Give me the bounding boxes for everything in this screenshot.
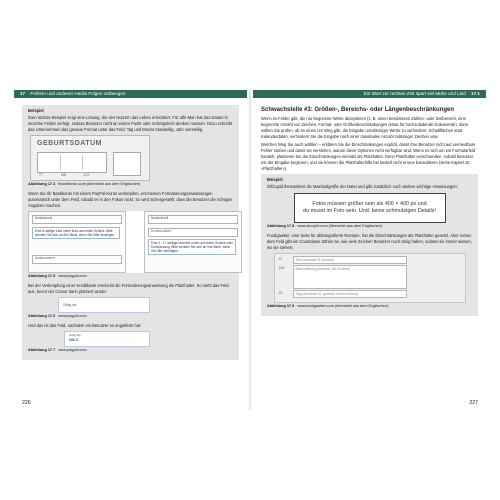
left-chapter-title: Fehlern und anderen Hacks Folgen vorbeugen	[30, 91, 126, 96]
expiry-label: Gültig bis	[69, 333, 81, 337]
right-paragraph-1: Wenn es Felder gibt, die nur begrenzte Werte akzeptieren (z. B. einen bestimmten Zahlen- oder Zeitbereich, eine begrenzte Anzahl von Zeichen, Format- oder Größenbeschränkungen (etwa für hochzuladende Dokumente), dann sollten Sie prüfen, ob es einen UX-Weg gibt, die Eingabe unzulässiger Werte zu verhindern: Schaltflächen statt Kalenderdaten, verhindern Sie die Eingabe nach einer maximalen Anzahl zulässiger Zeichen usw.	[261, 116, 469, 139]
caption-17-6: Abbildung 17.6 www.paypal.com	[28, 314, 87, 318]
account-number-field: Kontonummer	[32, 255, 122, 264]
bank-code-field-focused: Bankleitzahl	[32, 215, 122, 224]
photo-requirement-line-2: du musst im Foto sein. Und: keine schmutzigen Details!	[303, 208, 436, 214]
figure-17-9	[274, 253, 466, 303]
photo-requirement-line-1: Fotos müssen größer sein als 400 × 400 px und	[312, 201, 427, 207]
left-paragraph-2: Bei der Verknüpfung einer Kreditkarte erscheint die Formatierungsanweisung als Platzhalter. So steht das Feld aus, bevor der Cursor darin platziert wurde:	[28, 283, 229, 294]
left-paragraph-1: Wenn Sie Ihr Bankkonto mit einem PayPal-Konto verknüpfen, erscheinen Formatierungsanweisungen automatisch unter dem Feld, sobald es in den Fokus rückt. So wird sichergestellt, dass die Benutzer die richtigen Angaben machen.	[28, 191, 233, 208]
left-example-text: Das nächste Beispiel zeigt eine Lösung, die den Nutzern das Leben erleichtert. Für Idfe-Man hat das Datum in einzelne Felder zerlegt, sodass Benutzer nicht an einem Punkt oder Schrägstrich denken müssen. Dazu schreibt das Unternehmen das genaue Format unter das Feld: Tag und Monat zweistellig, Jahr vierstellig.	[28, 115, 233, 132]
birthdate-title: GEBURTSDATUM	[37, 140, 102, 147]
figure-17-5	[28, 211, 241, 273]
expiry-format: MM/JJ	[69, 338, 79, 342]
figure-17-6	[58, 297, 150, 313]
birthdate-year-hint: JJJJ	[83, 173, 90, 177]
account-number-field-focused: Kontonummer	[148, 228, 238, 237]
right-page	[253, 90, 486, 408]
bank-code-hint: Eine 5-stellige Zahl unten links auf einem Scheck. Bitte wenden Sie sich an Ihre Bank, wenn Sie Hilfe benötigen.	[32, 227, 120, 239]
left-chapter-number: 17	[20, 91, 26, 96]
figure-17-8	[294, 193, 446, 223]
title-field: Titel (maximal 35 Zeichen)	[293, 256, 407, 264]
bank-code-field: Bankleitzahl	[148, 215, 238, 224]
left-example-box	[22, 105, 239, 360]
left-running-header	[14, 90, 247, 98]
caption-17-7: Abbildung 17.7 www.paypal.com	[28, 348, 87, 352]
figure-17-4	[30, 135, 150, 181]
birthdate-input-group	[37, 152, 107, 173]
description-field: Beschreibung (maximal 160 Zeichen)	[293, 265, 407, 289]
tags-field: Tags (maximal 20, getrennt durch Komma)	[293, 290, 407, 298]
birthdate-day-hint: TT	[39, 173, 43, 177]
section-heading: Schwachstelle #3: Größen-, Bereichs- oder Längenbeschränkungen	[261, 107, 455, 113]
right-chapter-number: 17.1	[471, 91, 480, 96]
description-char-counter: 160	[278, 266, 285, 270]
right-running-header	[253, 90, 486, 98]
title-char-counter: 37	[278, 257, 283, 261]
tags-char-counter: 20	[278, 291, 283, 295]
account-number-hint: Eine 3 - 17-stellige Nummer unten auf einem Scheck oder Kontoauszug. Bitte wenden Sie sich an Ihre Bank, wenn Sie Hilfe benötigen.	[148, 239, 236, 255]
caption-17-9: Abbildung 17.9 www.foodgawker.com (übersetzt aus dem Englischen)	[267, 304, 389, 308]
left-example-label: Beispiel	[28, 108, 44, 113]
expiry-placeholder: Gültig bis	[63, 303, 77, 307]
left-page-number: 226	[22, 400, 31, 406]
left-paragraph-3: Und das ist das Feld, nachdem ein Benutzer es angeklickt hat:	[28, 323, 142, 328]
right-example-label: Beispiel	[267, 177, 283, 182]
book-spine	[249, 88, 251, 410]
right-example-box	[261, 174, 478, 316]
left-page	[14, 90, 247, 408]
birthdate-side-box	[113, 152, 141, 176]
right-paragraph-2: Welchen Weg Sie auch wählen – erklären Sie die Einschränkungen explizit, damit Ihre Benutzer nicht auf vermeidbare Fehler stoßen und damit sie verstehen, warum diese Optionen nicht verfügbar sind. Wenn es sich um ein Formularfeld handelt, platzieren Sie die Einschränkungen niemals als Platzhalter. Denn Platzhalter verschwinden, sobald Benutzer mit der Eingabe beginnen, und sie können die Platzhalterhilfe bei Bedarf nicht erneut konsultieren (siehe Kapitel 10, »Platzhalter«).	[261, 142, 476, 171]
right-chapter-title: Ein Wort zur rechten Zeit spart viel Mühe und Leid	[363, 91, 466, 96]
right-paragraph-3: Foodgawker, eine Seite für abfotografierte Rezepte, hat die Einschränkungen als Platzhalter gesetzt. Aber neben dem Feld gibt ein Countdown-Zähler an, wie viele Zeichen Benutzer noch übrig haben, sodass sie immer wissen, wo sie stehen:	[267, 233, 472, 250]
caption-17-5: Abbildung 17.5 www.paypal.com	[28, 274, 87, 278]
figure-17-7	[64, 331, 150, 347]
birthdate-month-hint: MM	[61, 173, 67, 177]
right-page-number: 227	[469, 400, 478, 406]
caption-17-8: Abbildung 17.8 www.okcupid.com (übersetzt aus dem Englischen)	[267, 224, 383, 228]
caption-17-4: Abbildung 17.4 thuisfleman.com (übersetzt aus dem Englischen)	[28, 182, 141, 186]
right-example-text: iOfCupid thematisiert die Maximalgröße der Datei und gibt zusätzlich noch andere wichtige Anweisungen:	[267, 184, 458, 189]
